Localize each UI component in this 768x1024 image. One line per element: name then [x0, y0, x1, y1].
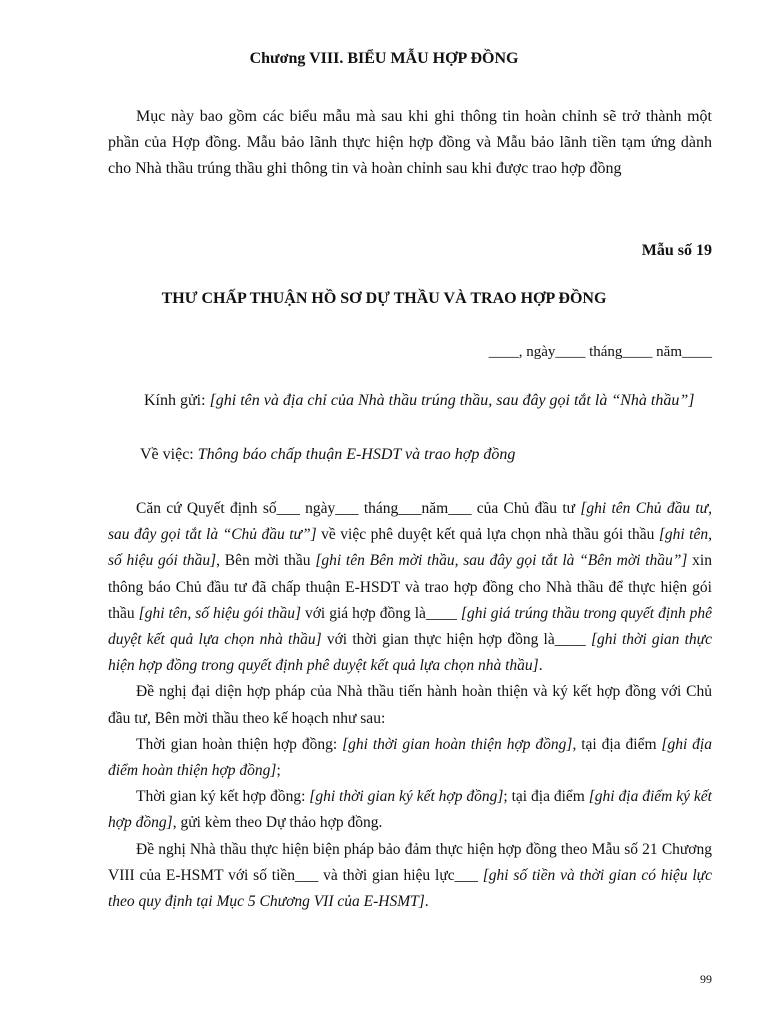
addressee	[108, 388, 712, 414]
form-number: Mẫu số 19	[641, 242, 712, 259]
addressee-label: Kính gửi:	[144, 392, 210, 409]
body-paragraph-3: Thời gian hoàn thiện hợp đồng: [ghi thời gian hoàn thiện hợp đồng], tại địa điểm [ghi địa điểm hoàn thiện hợp đồng];	[108, 735, 712, 780]
subject-value: Thông báo chấp thuận E-HSDT và trao hợp đồng	[197, 446, 516, 463]
date-line: ____, ngày____ tháng____ năm____	[488, 344, 712, 360]
form-title: THƯ CHẤP THUẬN HỒ SƠ DỰ THẦU VÀ TRAO HỢP ĐỒNG	[161, 290, 607, 307]
page-number: 99	[700, 972, 712, 986]
intro-paragraph: Mục này bao gồm các biểu mẫu mà sau khi ghi thông tin hoàn chỉnh sẽ trở thành một phần của Hợp đồng. Mẫu bảo lãnh thực hiện hợp đồng và Mẫu bảo lãnh tiền tạm ứng dành cho Nhà thầu trúng thầu ghi thông tin và hoàn chỉnh sau khi được trao hợp đồng	[108, 108, 712, 177]
letter-body	[108, 496, 712, 915]
chapter-title: Chương VIII. BIỂU MẪU HỢP ĐỒNG	[249, 50, 519, 67]
addressee-value: [ghi tên và địa chỉ của Nhà thầu trúng thầu, sau đây gọi tắt là “Nhà thầu”]	[209, 392, 695, 409]
subject-label: Về việc:	[140, 446, 198, 463]
subject-line	[108, 442, 712, 468]
body-paragraph-4: Thời gian ký kết hợp đồng: [ghi thời gian ký kết hợp đồng]; tại địa điểm [ghi địa điểm ký kết hợp đồng], gửi kèm theo Dự thảo hợp đồng.	[108, 788, 712, 832]
body-paragraph-5: Đề nghị Nhà thầu thực hiện biện pháp bảo đảm thực hiện hợp đồng theo Mẫu số 21 Chương VIII của E-HSMT với số tiền___ và thời gian hiệu lực___ [ghi số tiền và thời gian có hiệu lực theo quy định tại Mục 5 Chương VII của E-HSMT].	[108, 840, 713, 911]
body-paragraph-2: Đề nghị đại diện hợp pháp của Nhà thầu tiến hành hoàn thiện và ký kết hợp đồng với Chủ đầu tư, Bên mời thầu theo kế hoạch như sau:	[108, 683, 712, 727]
body-paragraph-1: Căn cứ Quyết định số___ ngày___ tháng___năm___ của Chủ đầu tư [ghi tên Chủ đầu tư, sau đây gọi tắt là “Chủ đầu tư”] về việc phê duyệt kết quả lựa chọn nhà thầu gói thầu [ghi tên, số hiệu gói thầu], Bên mời thầu [ghi tên Bên mời thầu, sau đây gọi tắt là “Bên mời thầu”] xin thông báo Chủ đầu tư đã chấp thuận E-HSDT và trao hợp đồng cho Nhà thầu để thực hiện gói thầu [ghi tên, số hiệu gói thầu] với giá hợp đồng là____ [ghi giá trúng thầu trong quyết định phê duyệt kết quả lựa chọn nhà thầu] với thời gian thực hiện hợp đồng là____ [ghi thời gian thực hiện hợp đồng trong quyết định phê duyệt kết quả lựa chọn nhà thầu].	[108, 500, 713, 675]
